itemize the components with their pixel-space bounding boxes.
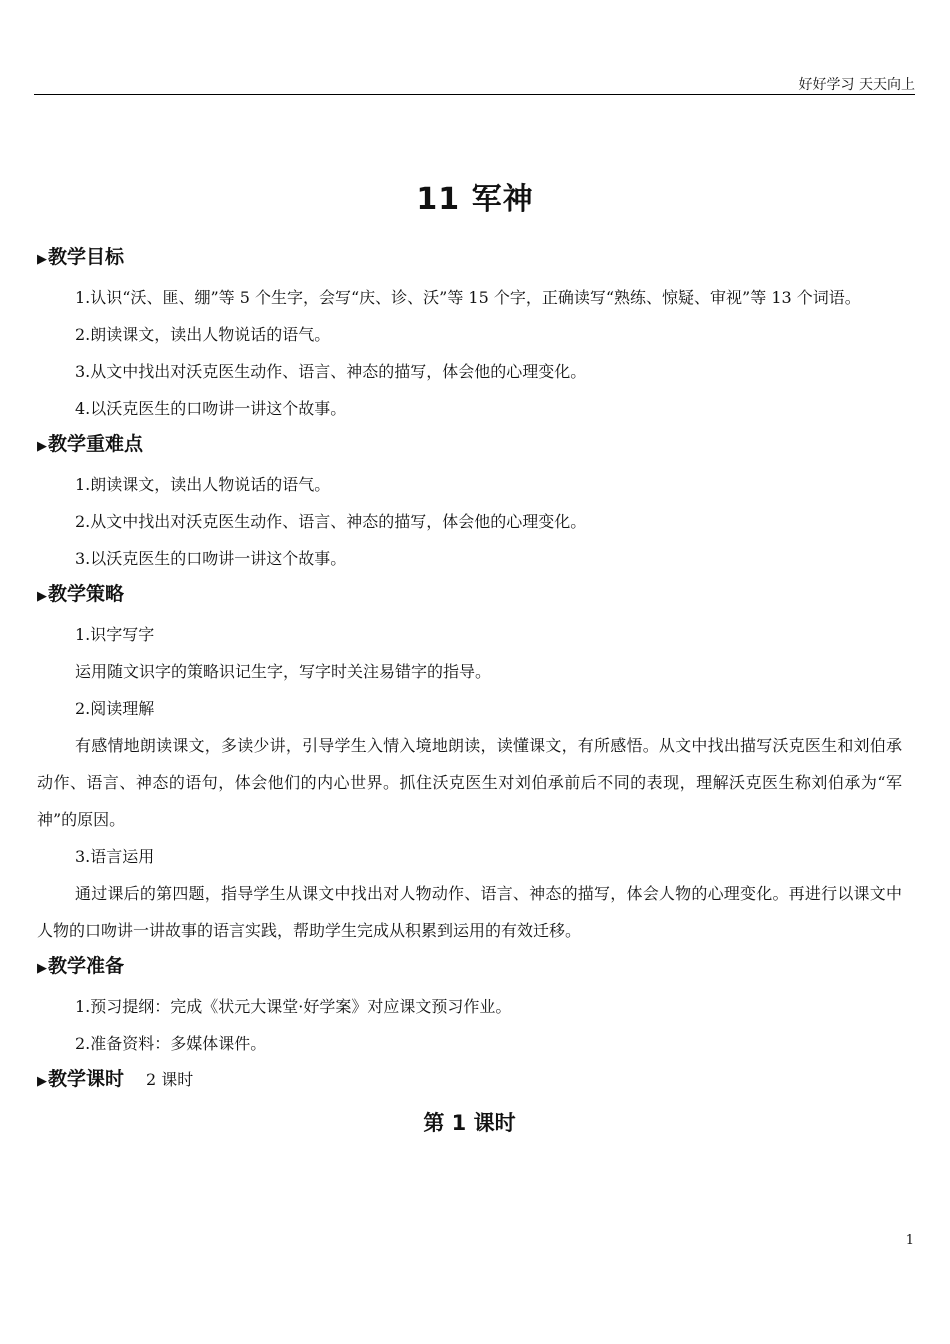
triangle-bullet-icon: ▶ <box>37 439 47 454</box>
hours-value: 2 课时 <box>146 1070 194 1089</box>
preparation-item: 2.准备资料：多媒体课件。 <box>75 1034 267 1053</box>
triangle-bullet-icon: ▶ <box>37 1074 47 1089</box>
section-heading-hours <box>37 1068 902 1093</box>
heading-label: 教学策略 <box>48 583 125 605</box>
keypoint-item: 3.以沃克医生的口吻讲一讲这个故事。 <box>75 549 347 568</box>
keypoint-item: 1.朗读课文，读出人物说话的语气。 <box>75 475 331 494</box>
goal-item: 1.认识“沃、匪、绷”等 5 个生字，会写“庆、诊、沃”等 15 个字，正确读写“熟练、惊疑、审视”等 13 个词语。 <box>75 288 861 307</box>
lesson-title: 第 1 课时 <box>423 1111 516 1135</box>
strategy-item: 3.语言运用 <box>75 847 155 866</box>
goal-item: 4.以沃克医生的口吻讲一讲这个故事。 <box>75 399 347 418</box>
header-text: 好好学习 天天向上 <box>798 77 915 93</box>
strategy-item: 通过课后的第四题，指导学生从课文中找出对人物动作、语言、神态的描写，体会人物的心理变化。再进行以课文中人物的口吻讲一讲故事的语言实践，帮助学生完成从积累到运用的有效迁移。 <box>37 884 902 940</box>
goal-item: 2.朗读课文，读出人物说话的语气。 <box>75 325 331 344</box>
section-heading-goals <box>37 246 902 271</box>
section-heading-preparation <box>37 955 902 980</box>
goal-item: 3.从文中找出对沃克医生动作、语言、神态的描写，体会他的心理变化。 <box>75 362 587 381</box>
heading-label: 教学目标 <box>48 246 125 268</box>
preparation-item: 1.预习提纲：完成《状元大课堂·好学案》对应课文预习作业。 <box>75 997 512 1016</box>
heading-label: 教学课时 <box>48 1068 125 1090</box>
document-body <box>37 240 902 1137</box>
heading-label: 教学准备 <box>48 955 125 977</box>
strategy-item: 1.识字写字 <box>75 625 155 644</box>
page-number: 1 <box>905 1233 914 1248</box>
strategy-item: 有感情地朗读课文，多读少讲，引导学生入情入境地朗读，读懂课文，有所感悟。从文中找出描写沃克医生和刘伯承动作、语言、神态的语句，体会他们的内心世界。抓住沃克医生对刘伯承前后不同的表现，理解沃克医生称刘伯承为“军神”的原因。 <box>37 736 902 829</box>
triangle-bullet-icon: ▶ <box>37 961 47 976</box>
section-heading-keypoints <box>37 433 902 458</box>
section-heading-strategy <box>37 583 902 608</box>
heading-label: 教学重难点 <box>48 433 144 455</box>
strategy-item: 2.阅读理解 <box>75 699 155 718</box>
triangle-bullet-icon: ▶ <box>37 252 47 267</box>
page-header <box>34 72 915 95</box>
triangle-bullet-icon: ▶ <box>37 589 47 604</box>
strategy-item: 运用随文识字的策略识记生字，写字时关注易错字的指导。 <box>75 662 492 681</box>
keypoint-item: 2.从文中找出对沃克医生动作、语言、神态的描写，体会他的心理变化。 <box>75 512 587 531</box>
page-title: 11 军神 <box>416 182 534 217</box>
